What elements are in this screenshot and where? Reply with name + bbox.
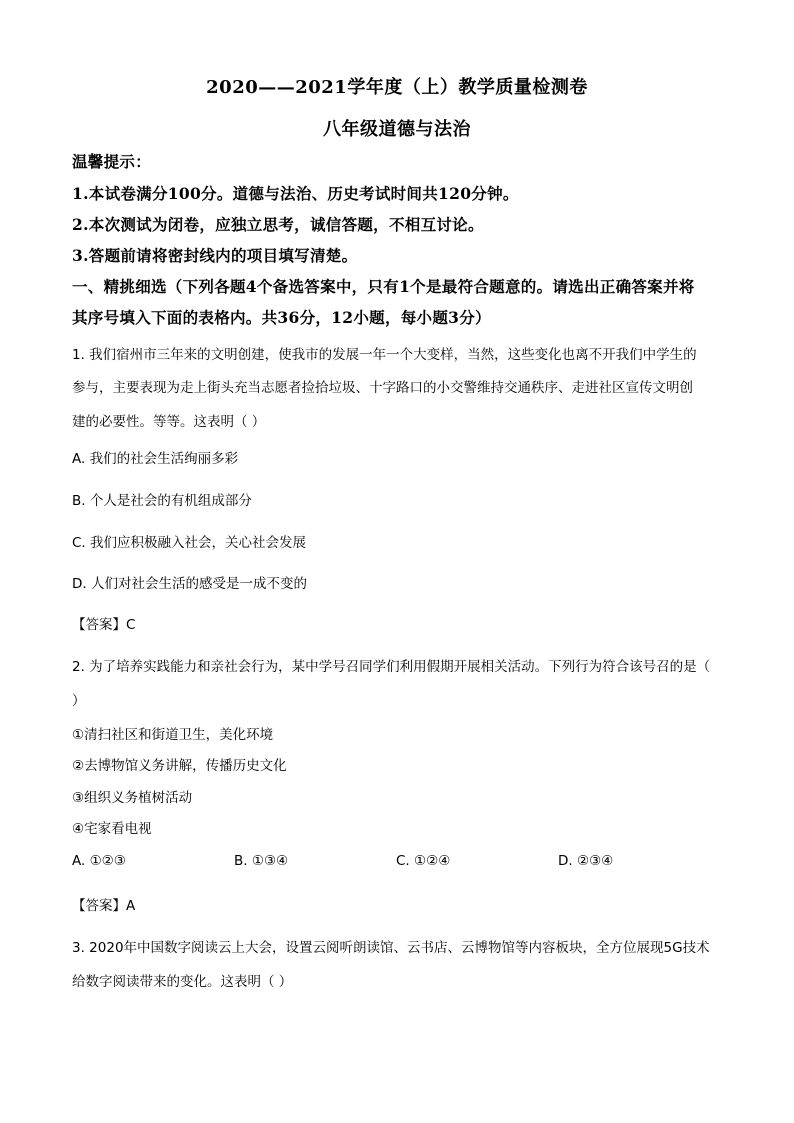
answer-value: A [126,898,136,914]
question-1-option-b: B. 个人是社会的有机组成部分 [72,493,252,509]
section-heading: 一、精挑细选（下列各题4个备选答案中，只有1个是最符合题意的。请选出正确答案并将 [72,277,695,296]
notice-item: 1.本试卷满分100分。道德与法治、历史考试时间共120分钟。 [72,184,519,203]
question-2-option-a: A. ①②③ [72,853,126,869]
question-1-text: 参与，主要表现为走上街头充当志愿者捡拾垃圾、十字路口的小交警维持交通秩序、走进社区宣传文明创 [72,380,693,396]
question-2-answer [72,894,135,914]
question-1-text: 1. 我们宿州市三年来的文明创建，使我市的发展一年一个大变样，当然，这些变化也离不开我们中学生的 [72,347,697,363]
question-1-option-a: A. 我们的社会生活绚丽多彩 [72,451,239,467]
question-1-text: 建的必要性。等等。这表明（ ） [72,414,266,430]
question-2-text: ） [72,693,86,709]
notice-item: 2.本次测试为闭卷，应独立思考，诚信答题，不相互讨论。 [72,215,484,234]
question-2-statement: ③组织义务植树活动 [72,790,193,806]
question-2-text: 2. 为了培养实践能力和亲社会行为，某中学号召同学们利用假期开展相关活动。下列行为符合该号召的是（ [72,659,711,675]
answer-label: 【答案】 [72,617,126,633]
exam-subtitle: 八年级道德与法治 [323,119,471,140]
question-3-text: 给数字阅读带来的变化。这表明（ ） [72,974,293,990]
section-heading-cont: 其序号填入下面的表格内。共36分，12小题，每小题3分） [72,308,491,327]
question-1-option-d: D. 人们对社会生活的感受是一成不变的 [72,576,307,592]
exam-title: 2020——2021学年度（上）教学质量检测卷 [206,77,588,98]
answer-label: 【答案】 [72,898,126,914]
question-1-option-c: C. 我们应积极融入社会，关心社会发展 [72,535,307,551]
question-3-text: 3. 2020年中国数字阅读云上大会，设置云阅听朗读馆、云书店、云博物馆等内容板块，全方位展现5G技术 [72,940,710,956]
notice-heading: 温馨提示： [72,152,152,171]
question-2-statement: ②去博物馆义务讲解，传播历史文化 [72,758,287,774]
answer-value: C [126,617,136,633]
question-2-option-b: B. ①③④ [234,853,289,869]
question-1-answer [72,613,135,633]
question-2-statement: ④宅家看电视 [72,821,152,837]
question-2-statement: ①清扫社区和街道卫生，美化环境 [72,727,274,743]
question-2-option-d: D. ②③④ [558,853,614,869]
notice-item: 3.答题前请将密封线内的项目填写清楚。 [72,246,358,265]
question-2-option-c: C. ①②④ [396,853,451,869]
